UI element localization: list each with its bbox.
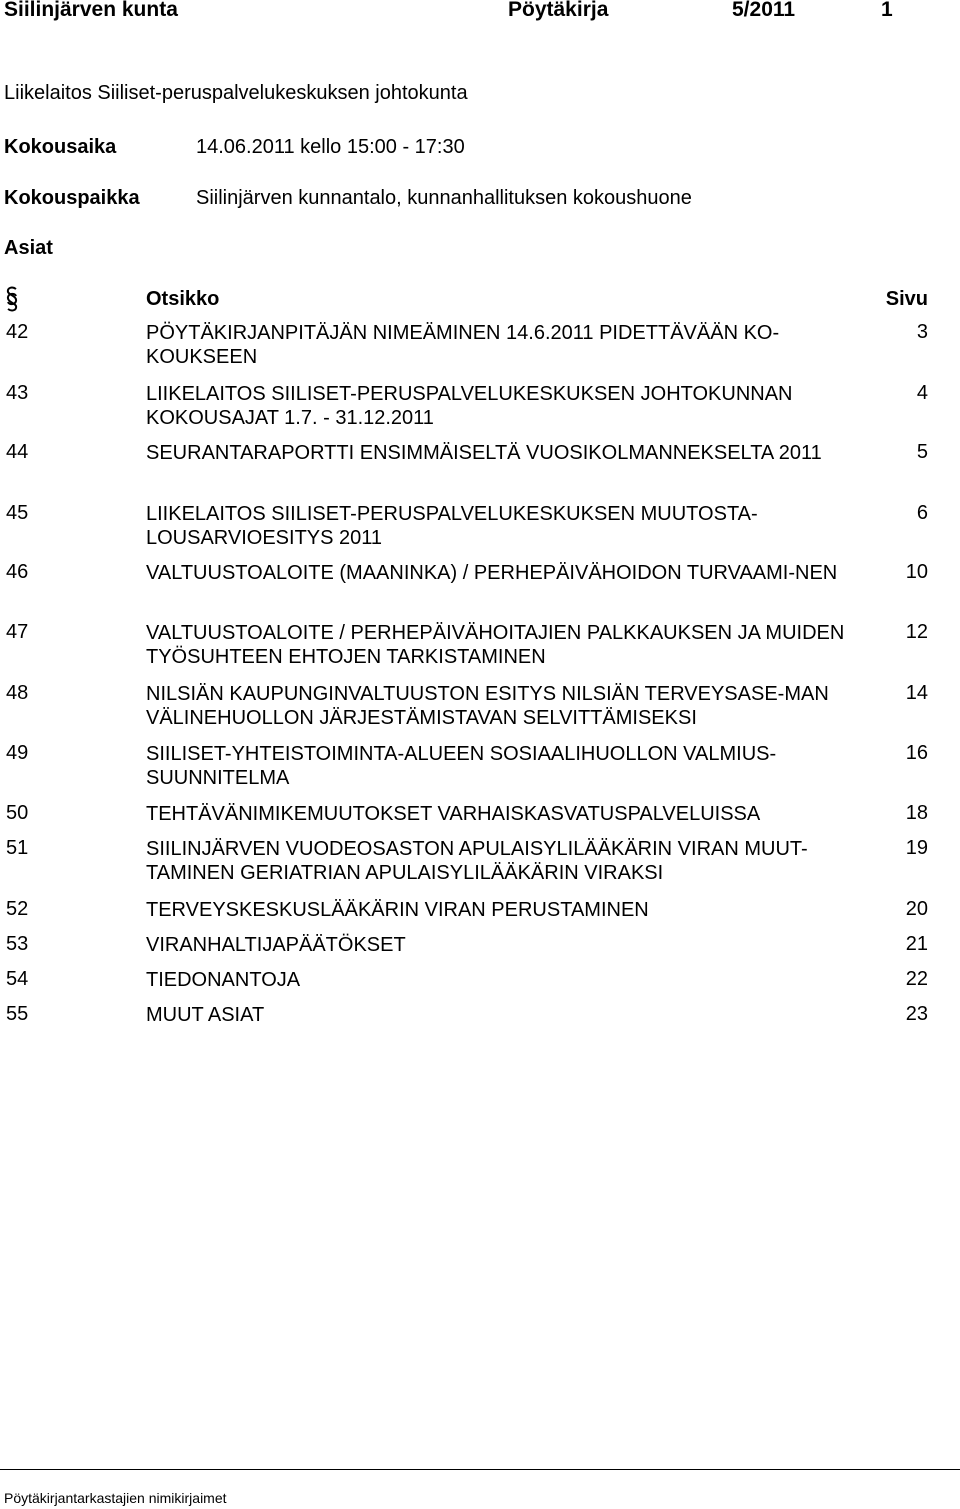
agenda-item-title: PÖYTÄKIRJANPITÄJÄN NIMEÄMINEN 14.6.2011 PIDETTÄVÄÄN KO-KOUKSEEN xyxy=(146,322,780,368)
agenda-item-number: 42 xyxy=(6,321,29,343)
agenda-item-page: 23 xyxy=(905,1003,928,1025)
agenda-item-title: SEURANTARAPORTTI ENSIMMÄISELTÄ VUOSIKOLMANNEKSELTA 2011 xyxy=(146,442,822,464)
agenda-item-title: MUUT ASIAT xyxy=(146,1004,265,1026)
agenda-item-title: VIRANHALTIJAPÄÄTÖKSET xyxy=(146,934,406,956)
agenda-item-title: TIEDONANTOJA xyxy=(146,969,301,991)
agenda-item-page: 10 xyxy=(905,561,928,583)
agenda-item-number: 47 xyxy=(6,621,29,643)
agenda-item-page: 4 xyxy=(916,382,928,404)
agenda-item-number: 46 xyxy=(6,561,29,583)
agenda-item-page: 6 xyxy=(916,502,928,524)
agenda-item-title: LIIKELAITOS SIILISET-PERUSPALVELUKESKUKSEN JOHTOKUNNAN KOKOUSAJAT 1.7. - 31.12.2011 xyxy=(146,383,793,429)
page-number: 1 xyxy=(881,0,893,21)
agenda-item-page: 18 xyxy=(905,802,928,824)
agenda-item-number: 43 xyxy=(6,382,29,404)
agenda-item-title: TERVEYSKESKUSLÄÄKÄRIN VIRAN PERUSTAMINEN xyxy=(146,899,649,921)
agenda-section-label: Asiat xyxy=(4,237,53,259)
agenda-item-title: TEHTÄVÄNIMIKEMUUTOKSET VARHAISKASVATUSPALVELUISSA xyxy=(146,803,761,825)
agenda-item-page: 5 xyxy=(916,441,928,463)
agenda-item-number: 51 xyxy=(6,837,29,859)
meeting-time-value: 14.06.2011 kello 15:00 - 17:30 xyxy=(196,136,465,158)
agenda-item-page: 3 xyxy=(916,321,928,343)
column-header-page: Sivu xyxy=(885,288,928,310)
agenda-item-number: 54 xyxy=(6,968,29,990)
agenda-item-title: SIILISET-YHTEISTOIMINTA-ALUEEN SOSIAALIHUOLLON VALMIUS-SUUNNITELMA xyxy=(146,743,777,789)
meeting-time-label: Kokousaika xyxy=(4,136,117,158)
paragraph-section-icon xyxy=(4,286,20,312)
agenda-item-title: SIILINJÄRVEN VUODEOSASTON APULAISYLILÄÄKÄRIN VIRAN MUUT-TAMINEN GERIATRIAN APULAISYLILÄÄKÄRIN VIRAKSI xyxy=(146,838,808,884)
document-number: 5/2011 xyxy=(732,0,796,21)
agenda-item-number: 53 xyxy=(6,933,29,955)
agenda-item-title: VALTUUSTOALOITE (MAANINKA) / PERHEPÄIVÄHOIDON TURVAAMI-NEN xyxy=(146,562,838,584)
meeting-place-value: Siilinjärven kunnantalo, kunnanhallituksen kokoushuone xyxy=(196,187,692,209)
agenda-item-number: 48 xyxy=(6,682,29,704)
agenda-item-number: 55 xyxy=(6,1003,29,1025)
municipality-name: Siilinjärven kunta xyxy=(4,0,178,21)
agenda-item-page: 16 xyxy=(905,742,928,764)
signatures-label: Pöytäkirjantarkastajien nimikirjaimet xyxy=(4,1490,227,1506)
agenda-item-number: 44 xyxy=(6,441,29,463)
footer-divider xyxy=(0,1469,960,1470)
column-header-title: Otsikko xyxy=(146,288,220,310)
document-type: Pöytäkirja xyxy=(508,0,609,21)
agenda-item-page: 12 xyxy=(905,621,928,643)
agenda-item-page: 21 xyxy=(905,933,928,955)
agenda-item-page: 22 xyxy=(905,968,928,990)
agenda-item-number: 45 xyxy=(6,502,29,524)
agenda-item-page: 19 xyxy=(905,837,928,859)
meeting-place-label: Kokouspaikka xyxy=(4,187,140,209)
organization-name: Liikelaitos Siiliset-peruspalvelukeskuksen johtokunta xyxy=(4,82,468,104)
agenda-item-number: 49 xyxy=(6,742,29,764)
agenda-item-number: 52 xyxy=(6,898,29,920)
agenda-item-page: 20 xyxy=(905,898,928,920)
agenda-item-title: NILSIÄN KAUPUNGINVALTUUSTON ESITYS NILSIÄN TERVEYSASE-MAN VÄLINEHUOLLON JÄRJESTÄMISTAVAN SELVITTÄMISEKSI xyxy=(146,683,829,729)
agenda-item-number: 50 xyxy=(6,802,29,824)
agenda-item-title: VALTUUSTOALOITE / PERHEPÄIVÄHOITAJIEN PALKKAUKSEN JA MUIDEN TYÖSUHTEEN EHTOJEN TARKISTAMINEN xyxy=(146,622,845,668)
agenda-item-title: LIIKELAITOS SIILISET-PERUSPALVELUKESKUKSEN MUUTOSTA-LOUSARVIOESITYS 2011 xyxy=(146,503,758,549)
agenda-item-page: 14 xyxy=(905,682,928,704)
